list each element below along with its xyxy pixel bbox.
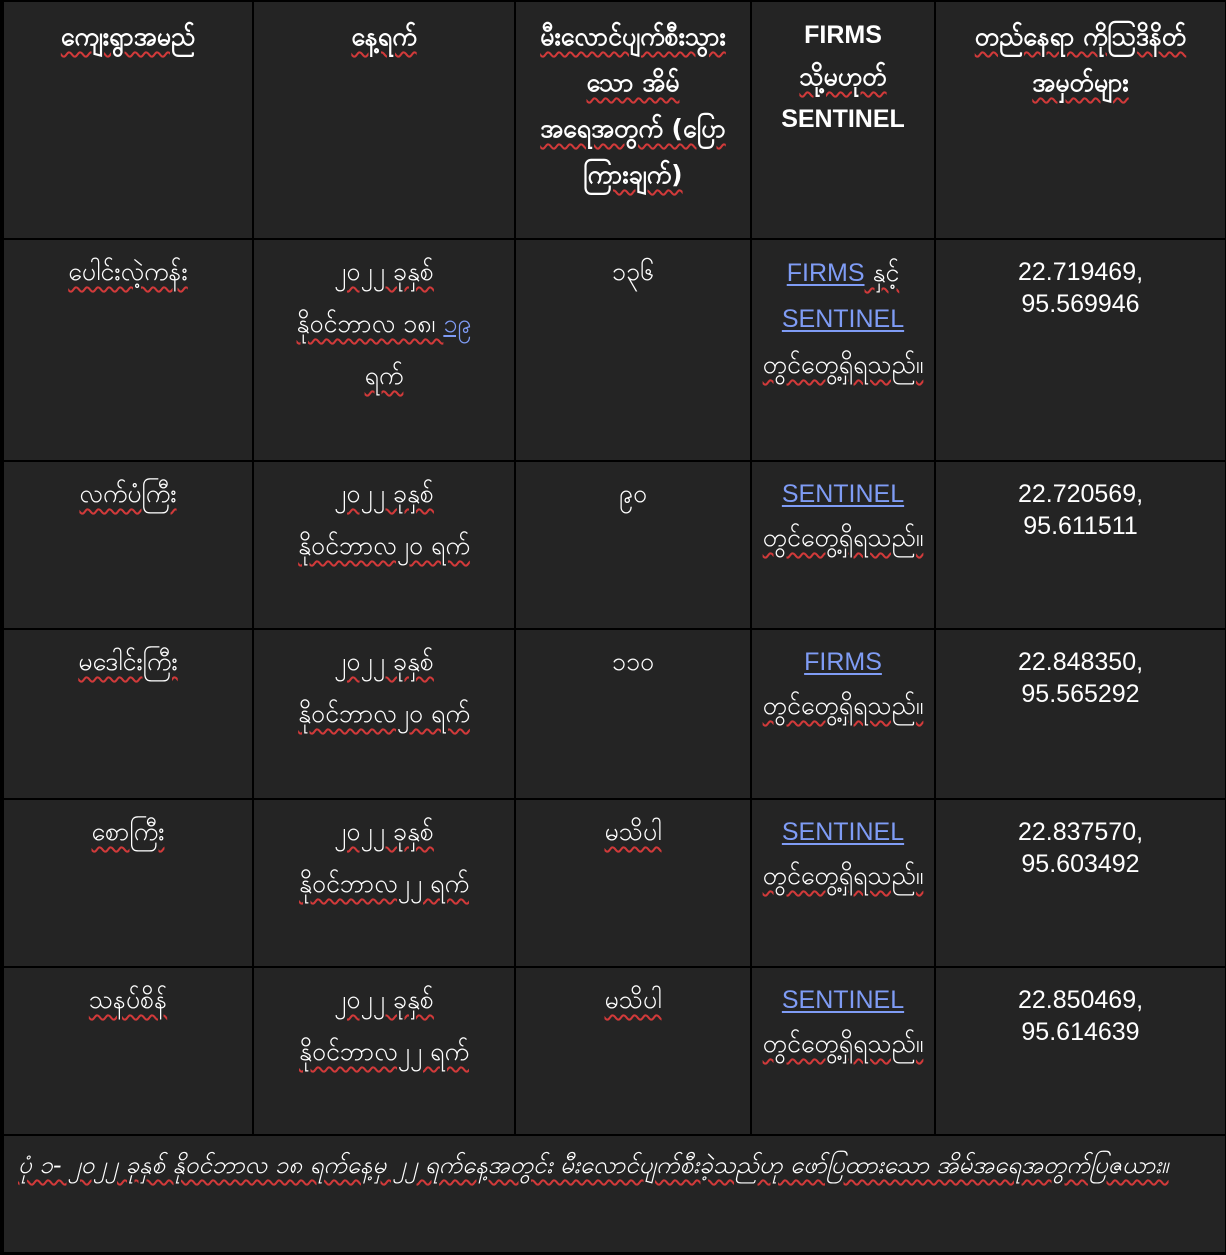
header-coords: တည်နေရာ ကိုသြဒိနိတ် အမှတ်များ [935,1,1226,239]
cell-houses: မသိပါ [515,799,751,967]
cell-village: ပေါင်းလဲ့ကန်း [3,239,253,461]
cell-source: SENTINEL တွင်တွေ့ရှိရသည်။ [751,799,935,967]
cell-coords: 22.720569, 95.611511 [935,461,1226,629]
table-row [3,967,1226,1135]
cell-houses: ၁၁၀ [515,629,751,799]
cell-houses: ၁၃၆ [515,239,751,461]
cell-coords: 22.850469, 95.614639 [935,967,1226,1135]
sentinel-link[interactable]: SENTINEL [781,305,905,333]
cell-coords: 22.719469, 95.569946 [935,239,1226,461]
cell-date: ၂၀၂၂ ခုနှစ် နိုဝင်ဘာလ၂၂ ရက် [253,967,515,1135]
cell-date: ၂၀၂၂ ခုနှစ် နိုဝင်ဘာလ ၁၈၊ ၁၉ ရက် [253,239,515,461]
header-houses: မီးလောင်ပျက်စီးသွားသော အိမ်အရေအတွက် (ပြောကြားချက်) [515,1,751,239]
header-date: နေ့ရက် [253,1,515,239]
cell-source: SENTINEL တွင်တွေ့ရှိရသည်။ [751,461,935,629]
table-row [3,629,1226,799]
sentinel-link[interactable]: SENTINEL [781,480,905,508]
cell-houses: ၉၀ [515,461,751,629]
sentinel-link[interactable]: SENTINEL [781,818,905,846]
cell-date: ၂၀၂၂ ခုနှစ် နိုဝင်ဘာလ၂၀ ရက် [253,629,515,799]
firms-link[interactable]: FIRMS [804,648,882,676]
table-row [3,799,1226,967]
cell-village: မဒေါင်းကြီး [3,629,253,799]
data-table [2,0,1226,1254]
header-village: ကျေးရွာအမည် [3,1,253,239]
cell-date: ၂၀၂၂ ခုနှစ် နိုဝင်ဘာလ၂၂ ရက် [253,799,515,967]
cell-village: သနပ်စိန် [3,967,253,1135]
header-row [3,1,1226,239]
cell-village: စောကြီး [3,799,253,967]
cell-date: ၂၀၂၂ ခုနှစ် နိုဝင်ဘာလ၂၀ ရက် [253,461,515,629]
firms-link[interactable]: FIRMS [786,259,865,287]
caption-row [3,1135,1226,1253]
table-caption: ပုံ ၁- ၂၀၂၂ ခုနှစ် နိုဝင်ဘာလ ၁၈ ရက်နေ့မှ ၂၂ ရက်နေ့အတွင်း မီးလောင်ပျက်စီးခဲ့သည်ဟု ဖော်ပြထားသော အိမ်အရေအတွက်ပြဇယား။ [3,1135,1226,1253]
cell-source: FIRMS တွင်တွေ့ရှိရသည်။ [751,629,935,799]
cell-houses: မသိပါ [515,967,751,1135]
cell-coords: 22.837570, 95.603492 [935,799,1226,967]
date-link[interactable]: ၁၉ [443,310,472,338]
cell-source: SENTINEL တွင်တွေ့ရှိရသည်။ [751,967,935,1135]
table-row [3,239,1226,461]
cell-coords: 22.848350, 95.565292 [935,629,1226,799]
cell-source: FIRMS နှင့် SENTINEL တွင်တွေ့ရှိရသည်။ [751,239,935,461]
cell-village: လက်ပံကြီး [3,461,253,629]
sentinel-link[interactable]: SENTINEL [781,986,905,1014]
table-row [3,461,1226,629]
header-source: FIRMS သို့မဟုတ် SENTINEL [751,1,935,239]
